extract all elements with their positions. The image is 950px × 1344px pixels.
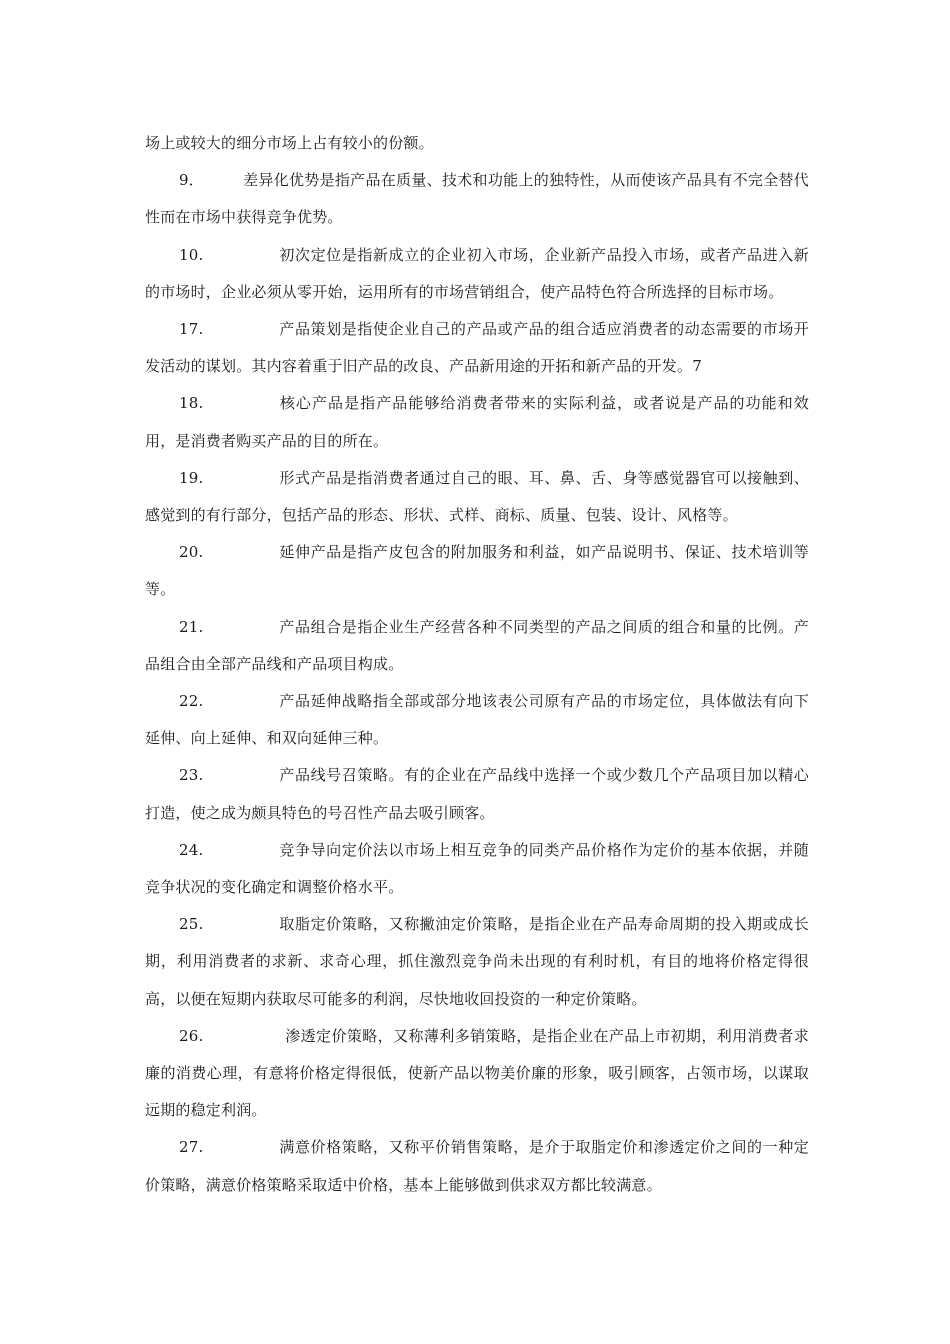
paragraph-26 [145,1018,809,1130]
paragraph-text: 场上或较大的细分市场上占有较小的份额。 [145,134,434,152]
paragraph-number: 25. [179,915,204,934]
paragraph-text: 初次定位是指新成立的企业初入市场，企业新产品投入市场，或者产品进入新的市场时，企业必须从零开始，运用所有的市场营销组合，使产品特色符合所选择的目标市场。 [145,245,809,301]
paragraph-text: 产品策划是指使企业自己的产品或产品的组合适应消费者的动态需要的市场开发活动的谋划。其内容着重于旧产品的改良、产品新用途的开拓和新产品的开发。7 [145,320,809,376]
paragraph-number: 17. [179,320,204,339]
paragraph-number: 27. [179,1138,204,1157]
paragraph-27 [145,1129,809,1203]
paragraph-23 [145,757,809,831]
paragraph-number: 9． [179,171,204,190]
document-body [145,125,809,1204]
paragraph-text: 延伸产品是指产皮包含的附加服务和利益，如产品说明书、保证、技术培训等等。 [145,543,809,599]
paragraph-25 [145,906,809,1018]
paragraph-10 [145,237,809,311]
paragraph-number: 26. [179,1026,204,1045]
paragraph-number: 18. [179,394,204,413]
paragraph-22 [145,683,809,757]
paragraph-21 [145,609,809,683]
paragraph-text: 核心产品是指产品能够给消费者带来的实际利益，或者说是产品的功能和效用，是消费者购买产品的目的所在。 [145,394,809,450]
paragraph-24 [145,832,809,906]
paragraph-number: 23. [179,766,204,785]
paragraph-number: 10. [179,245,204,264]
paragraph-text: 产品线号召策略。有的企业在产品线中选择一个或少数几个产品项目加以精心打造，使之成为颇具特色的号召性产品去吸引顾客。 [145,766,809,822]
paragraph-continuation [145,125,809,162]
paragraph-text: 产品组合是指企业生产经营各种不同类型的产品之间质的组合和量的比例。产品组合由全部产品线和产品项目构成。 [145,617,809,673]
paragraph-number: 20. [179,543,204,562]
paragraph-17 [145,311,809,385]
paragraph-18 [145,385,809,459]
paragraph-text: 渗透定价策略，又称薄利多销策略，是指企业在产品上市初期，利用消费者求廉的消费心理，有意将价格定得很低，使新产品以物美价廉的形象，吸引顾客，占领市场，以谋取远期的稳定利润。 [145,1026,809,1120]
paragraph-text: 产品延伸战略指全部或部分地该表公司原有产品的市场定位，具体做法有向下延伸、向上延伸、和双向延伸三种。 [145,692,809,748]
paragraph-9 [145,162,809,236]
paragraph-text: 满意价格策略，又称平价销售策略，是介于取脂定价和渗透定价之间的一种定价策略，满意价格策略采取适中价格，基本上能够做到供求双方都比较满意。 [145,1138,809,1194]
paragraph-text: 取脂定价策略，又称撇油定价策略，是指企业在产品寿命周期的投入期或成长期，利用消费者的求新、求奇心理，抓住激烈竞争尚未出现的有利时机，有目的地将价格定得很高，以便在短期内获取尽可能多的利润，尽快地收回投资的一种定价策略。 [145,915,809,1008]
paragraph-19 [145,460,809,534]
paragraph-text: 差异化优势是指产品在质量、技术和功能上的独特性，从而使该产品具有不完全替代性而在市场中获得竞争优势。 [145,171,809,227]
paragraph-number: 24. [179,840,204,859]
paragraph-number: 19. [179,468,204,487]
paragraph-number: 21. [179,617,204,636]
paragraph-text: 竞争导向定价法以市场上相互竞争的同类产品价格作为定价的基本依据，并随竞争状况的变化确定和调整价格水平。 [145,840,809,897]
paragraph-text: 形式产品是指消费者通过自己的眼、耳、鼻、舌、身等感觉器官可以接触到、感觉到的有行部分，包括产品的形态、形状、式样、商标、质量、包装、设计、风格等。 [145,468,809,525]
paragraph-number: 22. [179,692,204,711]
paragraph-20 [145,534,809,608]
